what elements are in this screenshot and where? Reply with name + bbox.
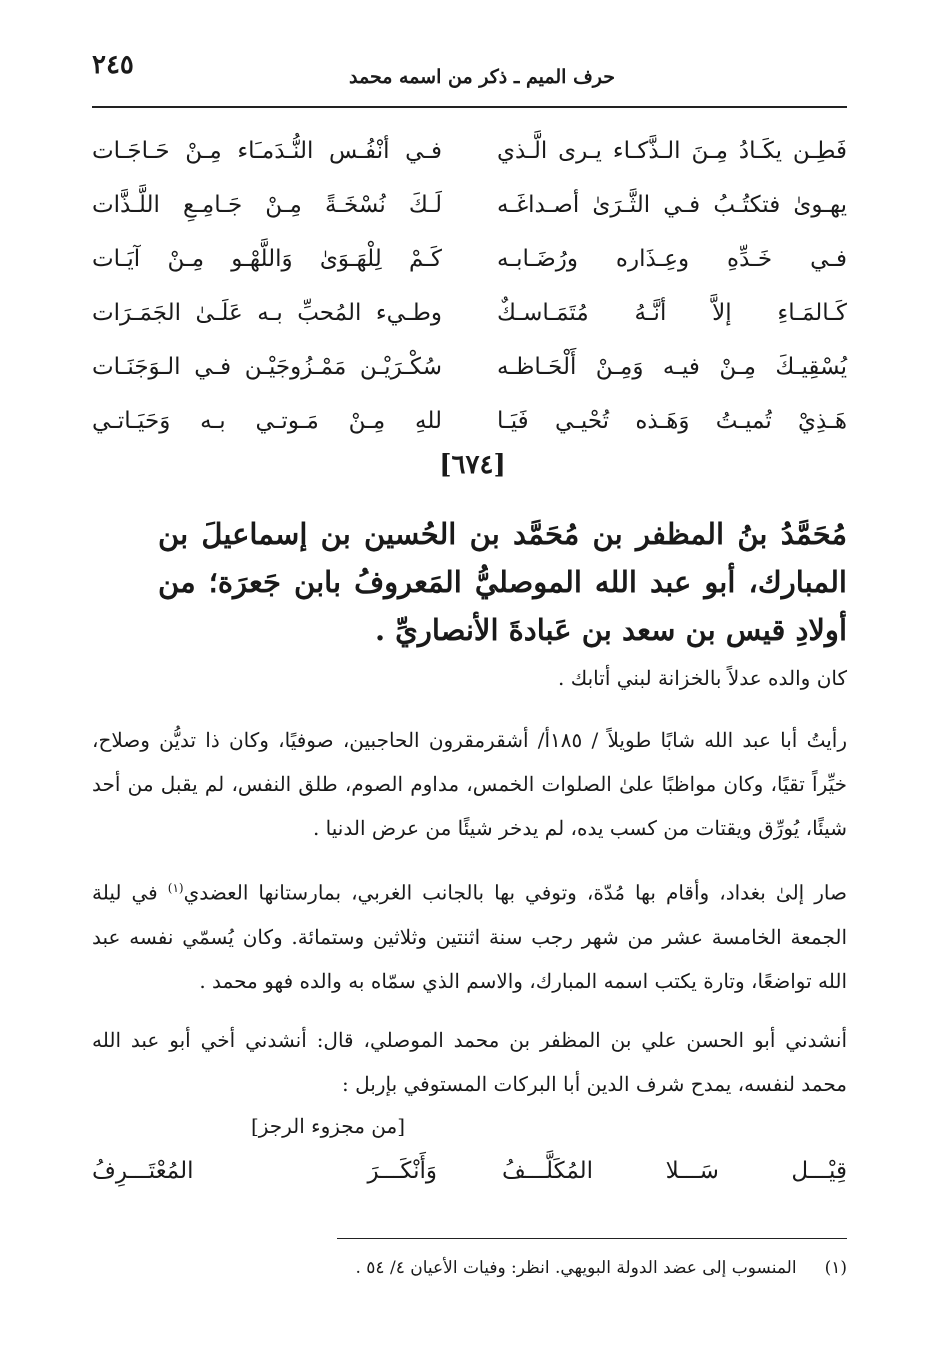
page-number: ٢٤٥ — [92, 50, 134, 80]
meter-label: [من مجزوء الرجز] — [250, 1114, 405, 1138]
footnote-rule — [337, 1238, 847, 1239]
entry-title: مُحَمَّدُ بنُ المظفر بن مُحَمَّد بن الحُسين بن إسماعيلَ بن المبارك، أبو عبد الله الموصليُّ المَعروفُ بابن جَعرَة؛ من أولادِ قيس بن سعد بن عَبادةَ الأنصاريِّ . — [158, 517, 847, 647]
poem — [92, 124, 847, 448]
verse-line — [92, 232, 847, 286]
verse-first-hemistich: قِيْـــل سَـــلا المُكَلَّـــفُ — [502, 1158, 847, 1184]
verse-line — [92, 1158, 847, 1184]
verse-first-hemistich: يهـوىٰ فتكتُـبُ فـي الثَّـرَىٰ أصـداغَـه — [497, 192, 847, 218]
verse-line — [92, 286, 847, 340]
verse-second-hemistich: لَـكَ نُسْخَـةً مِـنْ جَـامِـعِ اللَّـذَّات — [92, 192, 442, 218]
entry-number: [٦٧٤] — [439, 450, 506, 480]
verse-first-hemistich: فَطِـن يكَـادُ مِـنَ الـذَّكـاء يـرى الَّـذي — [497, 138, 847, 164]
verse-second-hemistich: سُكْـرَيْـن مَمْـزُوجَيْـن فـي الـوَجَنَـات — [92, 354, 442, 380]
paragraph-recitation: أنشدني أبو الحسن علي بن المظفر بن محمد الموصلي، قال: أنشدني أخي أبو عبد الله محمد لنفسه، يمدح شرف الدين أبا البركات المستوفي بإربل : — [92, 1028, 847, 1096]
verse-line — [92, 340, 847, 394]
paragraph-description: رأيتُ أبا عبد الله شابًا طويلاً / ١٨٥أ/ أشقرمقرون الحاجبين، صوفيًا، وكان ذا تديُّن وصلاح، خيِّراً تقيًا، وكان مواظبًا علىٰ الصلوات الخمس، مداوم الصوم، طلق النفس، لم يقبل من أحد شيئًا، يُورِّق ويقتات من كسب يده، لم يدخر شيئًا من عرض الدنيا . — [92, 728, 847, 840]
footnote — [355, 1258, 847, 1278]
verse-second-hemistich: وَأَنْكَـــرَ المُعْتَـــرِفُ — [92, 1158, 437, 1184]
header-rule — [92, 106, 847, 108]
verse-second-hemistich: للهِ مِـنْ مَـوتـي بـه وَحَيَـاتـي — [92, 408, 442, 434]
verse-second-hemistich: وطـيء المُحبِّ بـه عَلَـىٰ الجَمَـرَات — [92, 300, 442, 326]
verse-second-hemistich: كَـمْ لِلْهَـوَىٰ وَاللَّهْـو مِـنْ آيَـات — [92, 246, 442, 272]
verse-first-hemistich: هَـذِيْ تُميـتُ وَهَـذه تُحْيـي فَيَـا — [497, 408, 847, 434]
verse-second-hemistich: فـي أنْفُـس النُّـدَمـَاء مِـنْ حَـاجَـات — [92, 138, 442, 164]
paragraph-death-text-a: صار إلىٰ بغداد، وأقام بها مُدّة، وتوفي بها بالجانب الغربي، بمارستانها العضدي — [183, 880, 847, 905]
paragraph-death — [92, 866, 847, 1003]
running-head: حرف الميم ـ ذكر من اسمه محمد — [348, 66, 615, 88]
footnote-reference: (١) — [167, 881, 184, 895]
verse-first-hemistich: فـي خَـدِّهِ وعِـذَاره ورُضَـابـه — [497, 246, 847, 272]
paragraph-death-text-b: في ليلة الجمعة الخامسة عشر من شهر رجب سنة اثنتين وثلاثين وستمائة. وكان يُسمّي نفسه عبد الله تواضعًا، وتارة يكتب اسمه المبارك، والاسم الذي سمّاه به والده فهو محمد . — [92, 880, 847, 993]
paragraph-father: كان والده عدلاً بالخزانة لبني أتابك . — [558, 666, 847, 690]
verse-line — [92, 124, 847, 178]
verse-line — [92, 178, 847, 232]
footnote-marker: (١) — [824, 1258, 847, 1278]
verse-first-hemistich: كَـالمَـاءِ إلاَّ أنَّـهُ مُتَمَـاسـكٌ — [497, 300, 847, 326]
footnote-text: المنسوب إلى عضد الدولة البويهي. انظر: وفيات الأعيان ٤/ ٥٤ . — [355, 1258, 797, 1278]
verse-line — [92, 394, 847, 448]
verse-first-hemistich: يُسْقِيـكَ مِـنْ فيـه وَمِـنْ أَلْحَـاظـه — [497, 354, 847, 380]
